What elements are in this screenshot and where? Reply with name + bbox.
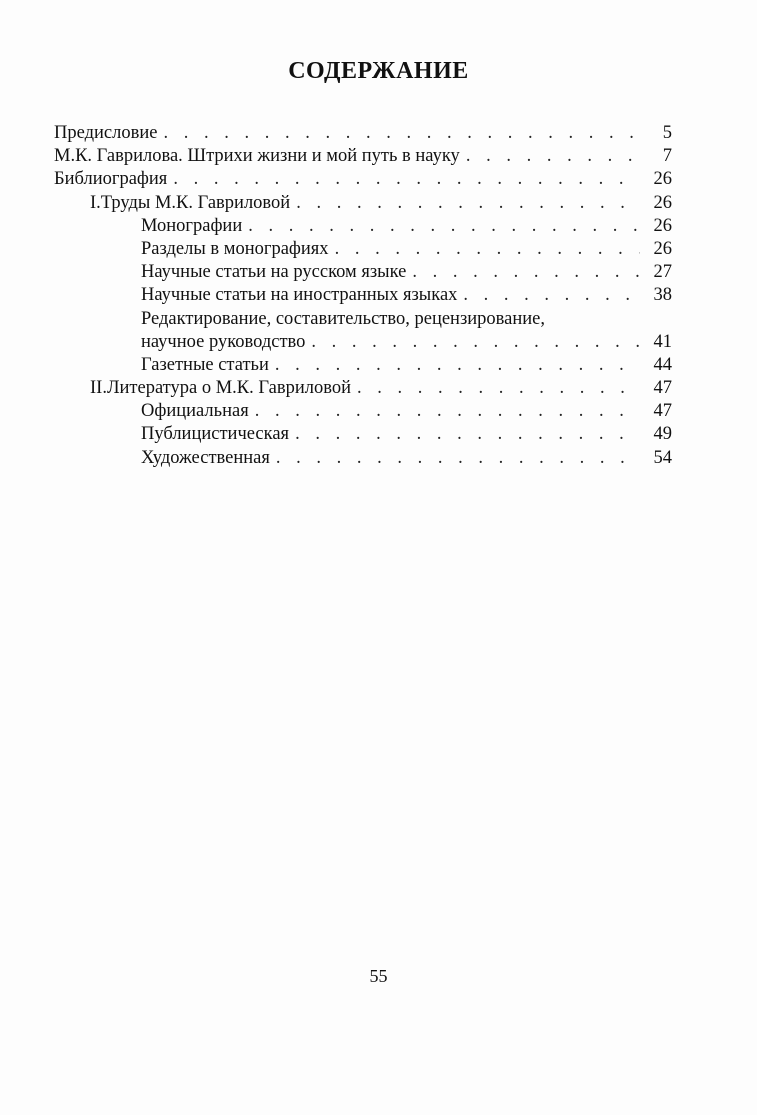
toc-entry <box>54 308 672 331</box>
toc-entry <box>54 423 672 446</box>
toc-entry-title: Труды М.К. Гавриловой <box>100 192 291 213</box>
toc-entry-title: Публицистическая <box>141 424 290 445</box>
toc-entry-page: 7 <box>662 146 672 167</box>
toc-entry-page: 41 <box>653 331 672 352</box>
toc-entry <box>54 145 672 168</box>
toc-entry-title: Монографии <box>141 215 243 236</box>
toc-entry <box>54 284 672 307</box>
toc-entry-title: Официальная <box>141 401 249 422</box>
toc-entry <box>54 447 672 470</box>
toc-entry-page: 26 <box>653 238 672 259</box>
toc-entry-page: 44 <box>653 354 672 375</box>
toc-entry <box>54 238 672 261</box>
toc-entry-title: Редактирование, составительство, рецензирование, <box>141 308 546 329</box>
toc-entry-title: Научные статьи на иностранных языках <box>141 285 458 306</box>
toc-entry-page: 5 <box>662 123 672 143</box>
toc-entry-page: 49 <box>653 424 672 445</box>
dot-leader <box>311 331 640 354</box>
toc-entry <box>54 354 672 377</box>
toc-entry-page: 54 <box>653 447 672 468</box>
dot-leader <box>296 192 640 215</box>
table-of-contents <box>54 122 672 470</box>
toc-entry <box>54 261 672 284</box>
dot-leader <box>163 122 640 145</box>
dot-leader <box>275 354 640 377</box>
dot-leader <box>248 215 640 238</box>
toc-entry-title: Библиография <box>54 169 168 190</box>
toc-entry-number: II. <box>90 378 107 399</box>
toc-entry-title: Газетные статьи <box>141 354 269 375</box>
toc-entry-title: Предисловие <box>54 123 158 143</box>
toc-entry-title: Художественная <box>141 447 270 468</box>
dot-leader <box>466 145 640 168</box>
toc-entry <box>54 192 672 215</box>
dot-leader <box>255 400 640 423</box>
toc-entry-title: Литература о М.К. Гавриловой <box>106 378 351 399</box>
dot-leader <box>295 423 640 446</box>
toc-entry <box>54 122 672 145</box>
page-number: 55 <box>369 966 388 986</box>
toc-entry-title: М.К. Гаврилова. Штрихи жизни и мой путь в науку <box>54 146 460 167</box>
toc-entry-title: Научные статьи на русском языке <box>141 262 407 283</box>
dot-leader <box>357 377 640 400</box>
dot-leader <box>412 261 640 284</box>
dot-leader <box>463 284 640 307</box>
toc-entry-page: 38 <box>653 285 672 306</box>
toc-entry-page: 26 <box>653 192 672 213</box>
toc-entry <box>54 331 672 354</box>
dot-leader <box>335 238 640 261</box>
toc-entry-title: Разделы в монографиях <box>141 238 329 259</box>
toc-entry-title: научное руководство <box>141 331 306 352</box>
toc-entry <box>54 400 672 423</box>
toc-entry-number: I. <box>90 192 101 213</box>
dot-leader <box>276 447 640 470</box>
dot-leader <box>173 168 640 191</box>
toc-entry-page: 47 <box>653 401 672 422</box>
toc-entry-page: 26 <box>653 215 672 236</box>
toc-entry-page: 26 <box>653 169 672 190</box>
toc-entry <box>54 377 672 400</box>
toc-entry-page: 27 <box>653 262 672 283</box>
toc-entry <box>54 168 672 191</box>
toc-entry-page: 47 <box>653 378 672 399</box>
page-title: СОДЕРЖАНИЕ <box>288 58 469 84</box>
toc-entry <box>54 215 672 238</box>
